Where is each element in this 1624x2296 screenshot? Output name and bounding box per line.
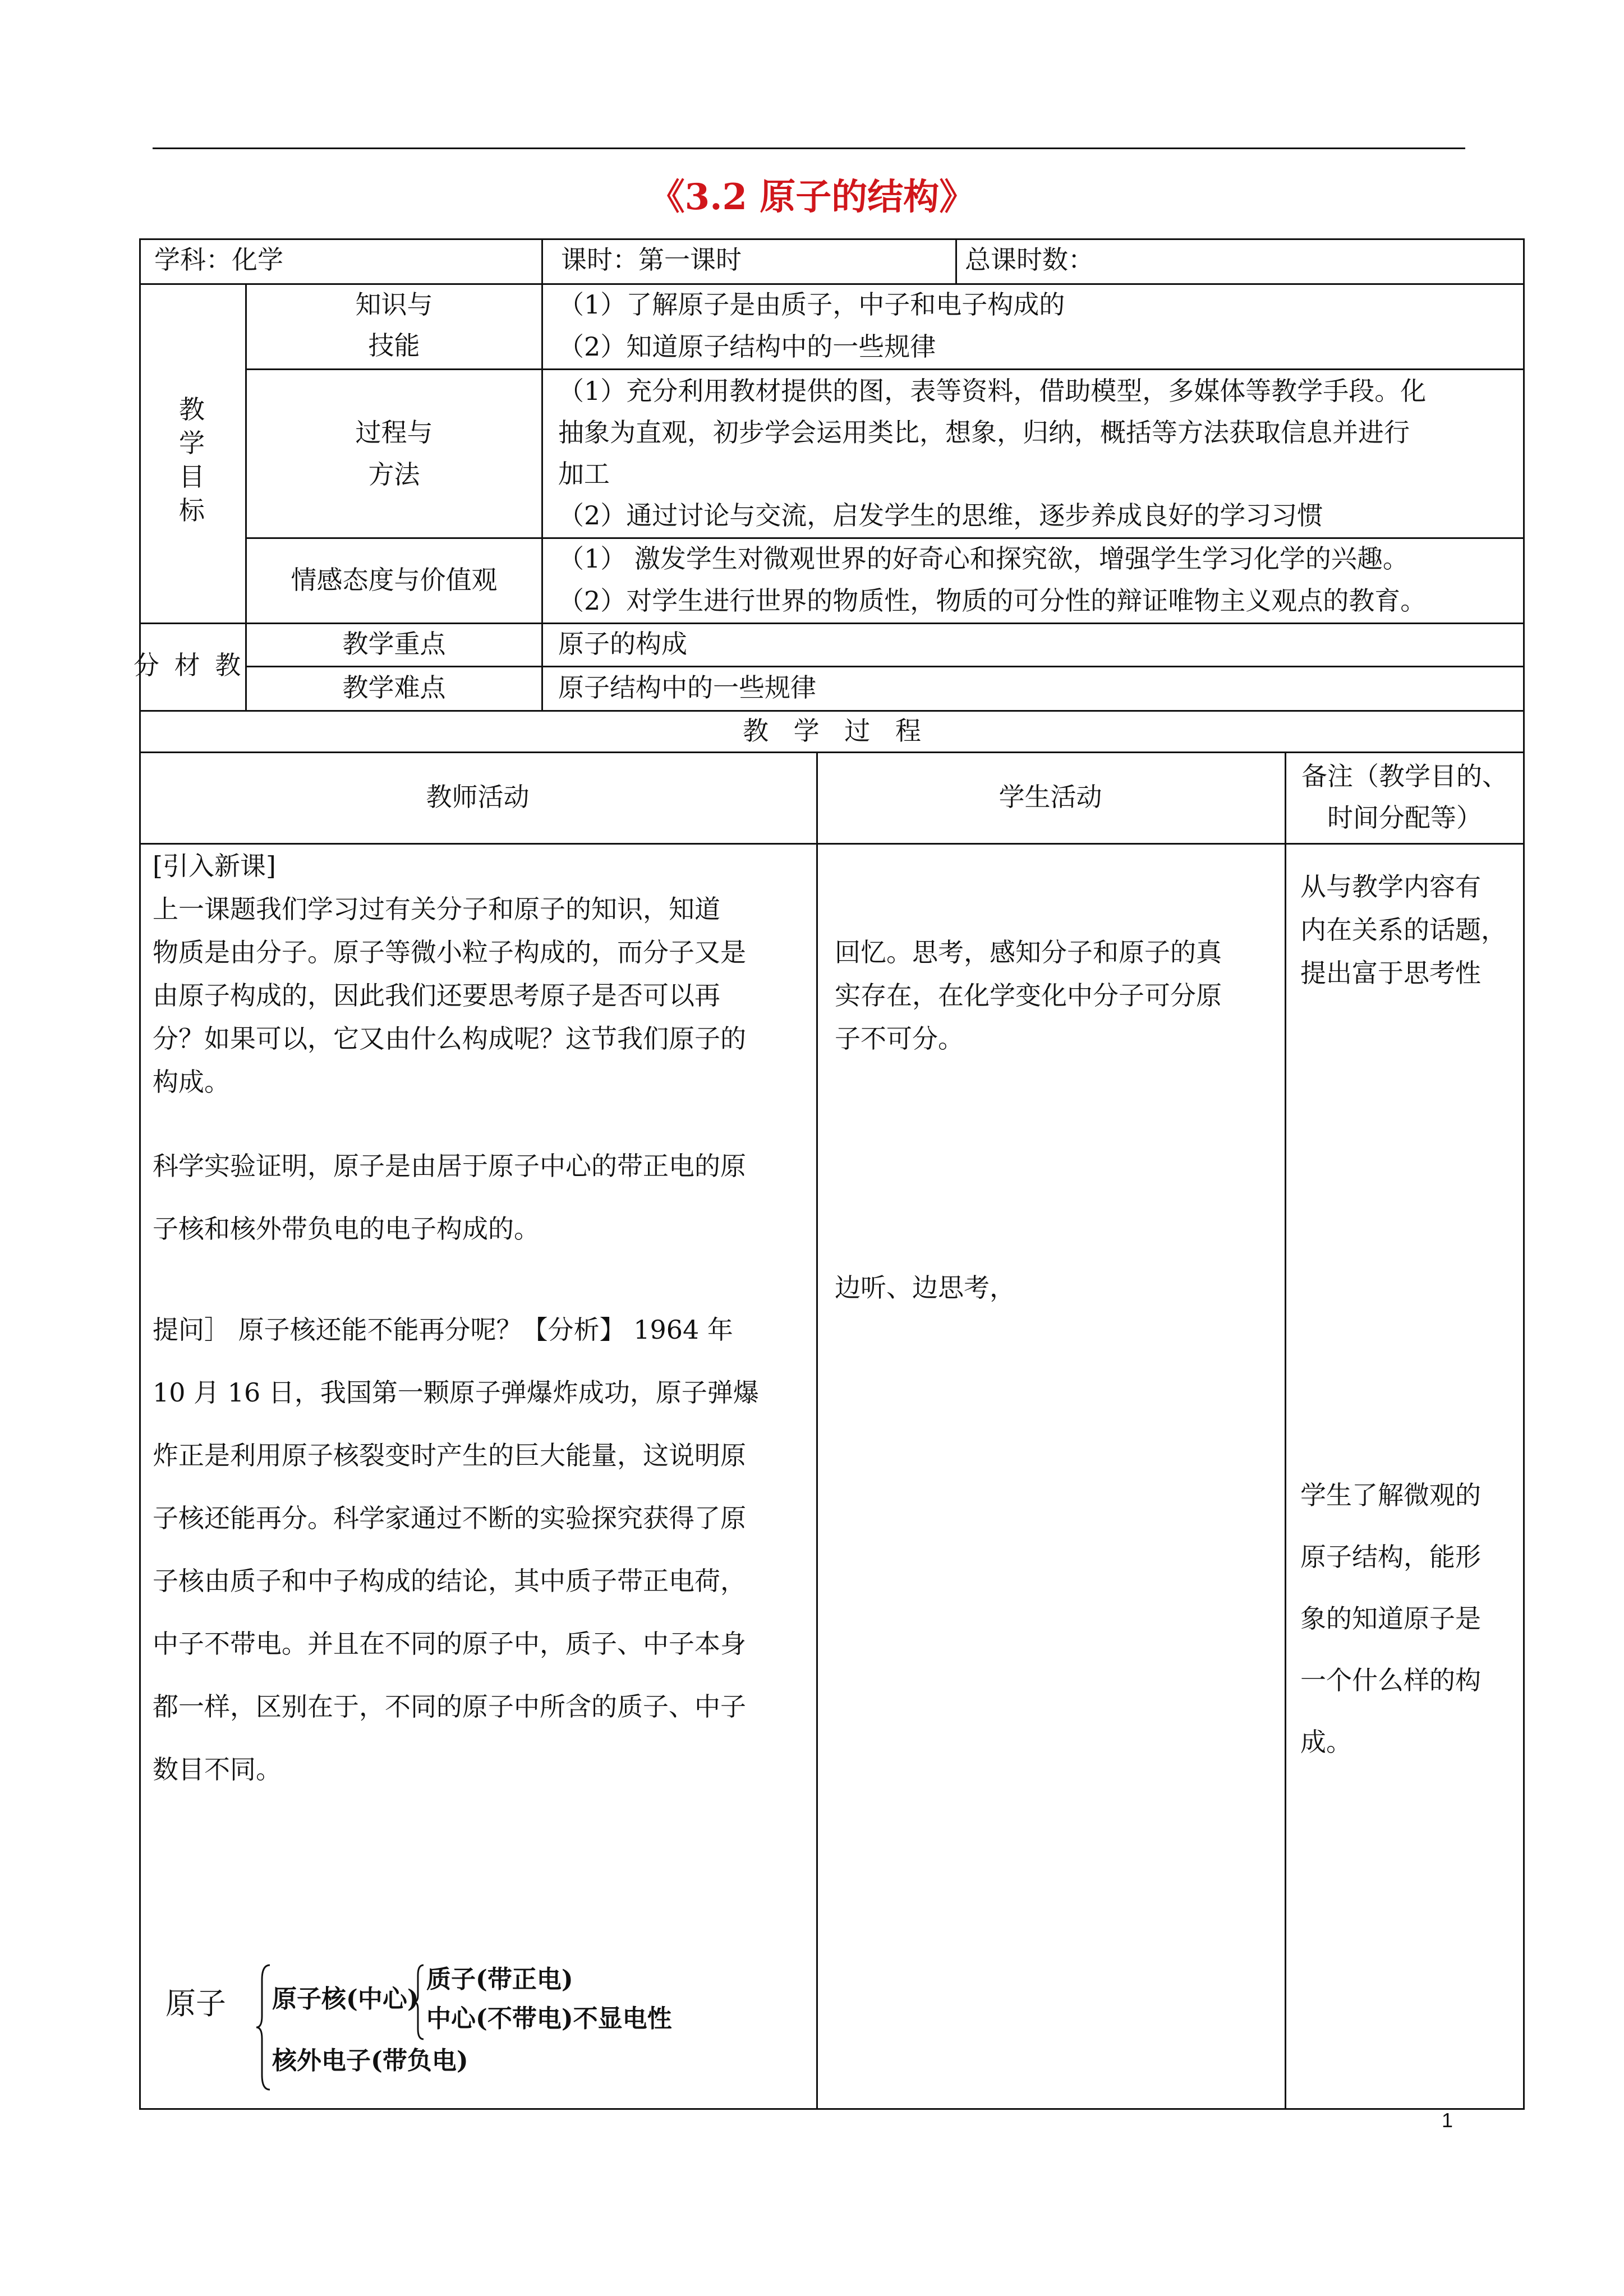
attitude-line: （1） 激发学生对微观世界的好奇心和探究欲，增强学生学习化学的兴趣。 — [558, 543, 1409, 574]
header-rule — [153, 147, 1465, 149]
teacher-intro-line: 由原子构成的，因此我们还要思考原子是否可以再 — [153, 980, 720, 1011]
diagram-proton: 质子(带正电) — [426, 1965, 573, 1994]
teacher-question-line: 提问］ 原子核还能不能再分呢？【分析】 1964 年 — [153, 1315, 733, 1345]
teacher-question-line: 数目不同。 — [153, 1754, 282, 1785]
row-line — [139, 843, 1525, 845]
teacher-intro-line: 构成。 — [153, 1067, 230, 1097]
col-line — [541, 283, 543, 710]
analysis-label: 分 材 教 — [134, 650, 245, 680]
note-line: 成。 — [1300, 1727, 1352, 1757]
difficult-point-label: 教学难点 — [342, 672, 446, 703]
diagram-atom: 原子 — [165, 1986, 226, 2021]
teacher-question-line: 子核还能再分。科学家通过不断的实验探究获得了原 — [153, 1503, 746, 1533]
note-line: 学生了解微观的 — [1300, 1480, 1481, 1510]
teacher-proof-line: 科学实验证明，原子是由居于原子中心的带正电的原 — [153, 1151, 746, 1181]
attitude-label: 情感态度与价值观 — [291, 565, 498, 595]
knowledge-line: （2）知道原子结构中的一些规律 — [558, 331, 936, 362]
student-listen: 边听、边思考， — [835, 1273, 1015, 1303]
note-line: 象的知道原子是 — [1300, 1603, 1481, 1634]
teacher-question-line: 10 月 16 日，我国第一颗原子弹爆炸成功，原子弹爆 — [153, 1377, 759, 1408]
diagram-neutron: 中心(不带电)不显电性 — [426, 2004, 672, 2033]
note-column-header-1: 备注（教学目的、 — [1301, 761, 1508, 791]
note-column-header-2: 时间分配等） — [1327, 803, 1482, 833]
teacher-question-line: 都一样，区别在于，不同的原子中所含的质子、中子 — [153, 1691, 746, 1722]
difficult-point-value: 原子结构中的一些规律 — [558, 672, 816, 703]
objectives-char: 学 — [179, 428, 205, 458]
process-line: 加工 — [558, 459, 610, 489]
note-line: 提出富于思考性 — [1300, 958, 1481, 988]
teacher-question-line: 炸正是利用原子核裂变时产生的巨大能量，这说明原 — [153, 1440, 746, 1470]
process-line: 抽象为直观，初步学会运用类比，想象，归纳，概括等方法获取信息并进行 — [558, 417, 1410, 448]
diagram-nucleus: 原子核(中心) — [272, 1985, 419, 2013]
col-line — [541, 238, 543, 283]
process-line: （2）通过讨论与交流，启发学生的思维，逐步养成良好的学习习惯 — [558, 500, 1323, 531]
note-line: 内在关系的话题， — [1300, 915, 1507, 945]
process-line: （1）充分利用教材提供的图，表等资料，借助模型，多媒体等教学手段。化 — [558, 376, 1427, 406]
page-title: 《3.2 原子的结构》 — [648, 176, 976, 218]
knowledge-label-2: 技能 — [368, 330, 420, 361]
period-cell: 课时：第一课时 — [561, 245, 742, 275]
student-recall-line: 实存在，在化学变化中分子可分原 — [835, 980, 1222, 1011]
objectives-char: 标 — [179, 495, 205, 525]
row-line — [245, 368, 1525, 370]
student-column-header: 学生活动 — [999, 782, 1102, 812]
student-recall-line: 子不可分。 — [835, 1023, 964, 1054]
key-point-label: 教学重点 — [342, 629, 446, 659]
brace-icon — [255, 1963, 272, 2092]
objectives-label — [175, 393, 209, 527]
subject-cell: 学科：化学 — [154, 245, 283, 275]
knowledge-label-1: 知识与 — [355, 289, 433, 320]
teacher-intro-line: 上一课题我们学习过有关分子和原子的知识，知道 — [153, 894, 720, 924]
attitude-line: （2）对学生进行世界的物质性，物质的可分性的辩证唯物主义观点的教育。 — [558, 585, 1427, 616]
objectives-char: 目 — [179, 462, 205, 492]
note-line: 原子结构，能形 — [1300, 1542, 1481, 1572]
note-line: 从与教学内容有 — [1300, 872, 1481, 902]
brace-icon — [412, 1963, 426, 2041]
teacher-question-line: 子核由质子和中子构成的结论，其中质子带正电荷， — [153, 1566, 746, 1596]
student-recall-line: 回忆。思考，感知分子和原子的真 — [835, 937, 1222, 967]
process-title: 教 学 过 程 — [743, 716, 921, 746]
teacher-question-line: 中子不带电。并且在不同的原子中，质子、中子本身 — [153, 1629, 746, 1659]
teacher-intro-heading: [引入新课] — [153, 851, 276, 881]
process-label-1: 过程与 — [355, 417, 433, 448]
process-label-2: 方法 — [368, 459, 420, 490]
key-point-value: 原子的构成 — [558, 629, 687, 659]
col-line — [955, 238, 957, 283]
knowledge-line: （1）了解原子是由质子，中子和电子构成的 — [558, 289, 1065, 320]
diagram-electron: 核外电子(带负电) — [272, 2046, 468, 2075]
note-line: 一个什么样的构 — [1300, 1665, 1481, 1695]
teacher-intro-line: 物质是由分子。原子等微小粒子构成的，而分子又是 — [153, 937, 746, 967]
objectives-char: 教 — [179, 394, 205, 425]
teacher-proof-line: 子核和核外带负电的电子构成的。 — [153, 1214, 540, 1244]
page-number: 1 — [1442, 2109, 1453, 2132]
col-line — [816, 751, 818, 2110]
total-periods-cell: 总课时数： — [965, 245, 1094, 275]
teacher-intro-line: 分？如果可以，它又由什么构成呢？这节我们原子的 — [153, 1023, 746, 1054]
teacher-column-header: 教师活动 — [426, 782, 530, 812]
col-line — [1285, 751, 1286, 2110]
